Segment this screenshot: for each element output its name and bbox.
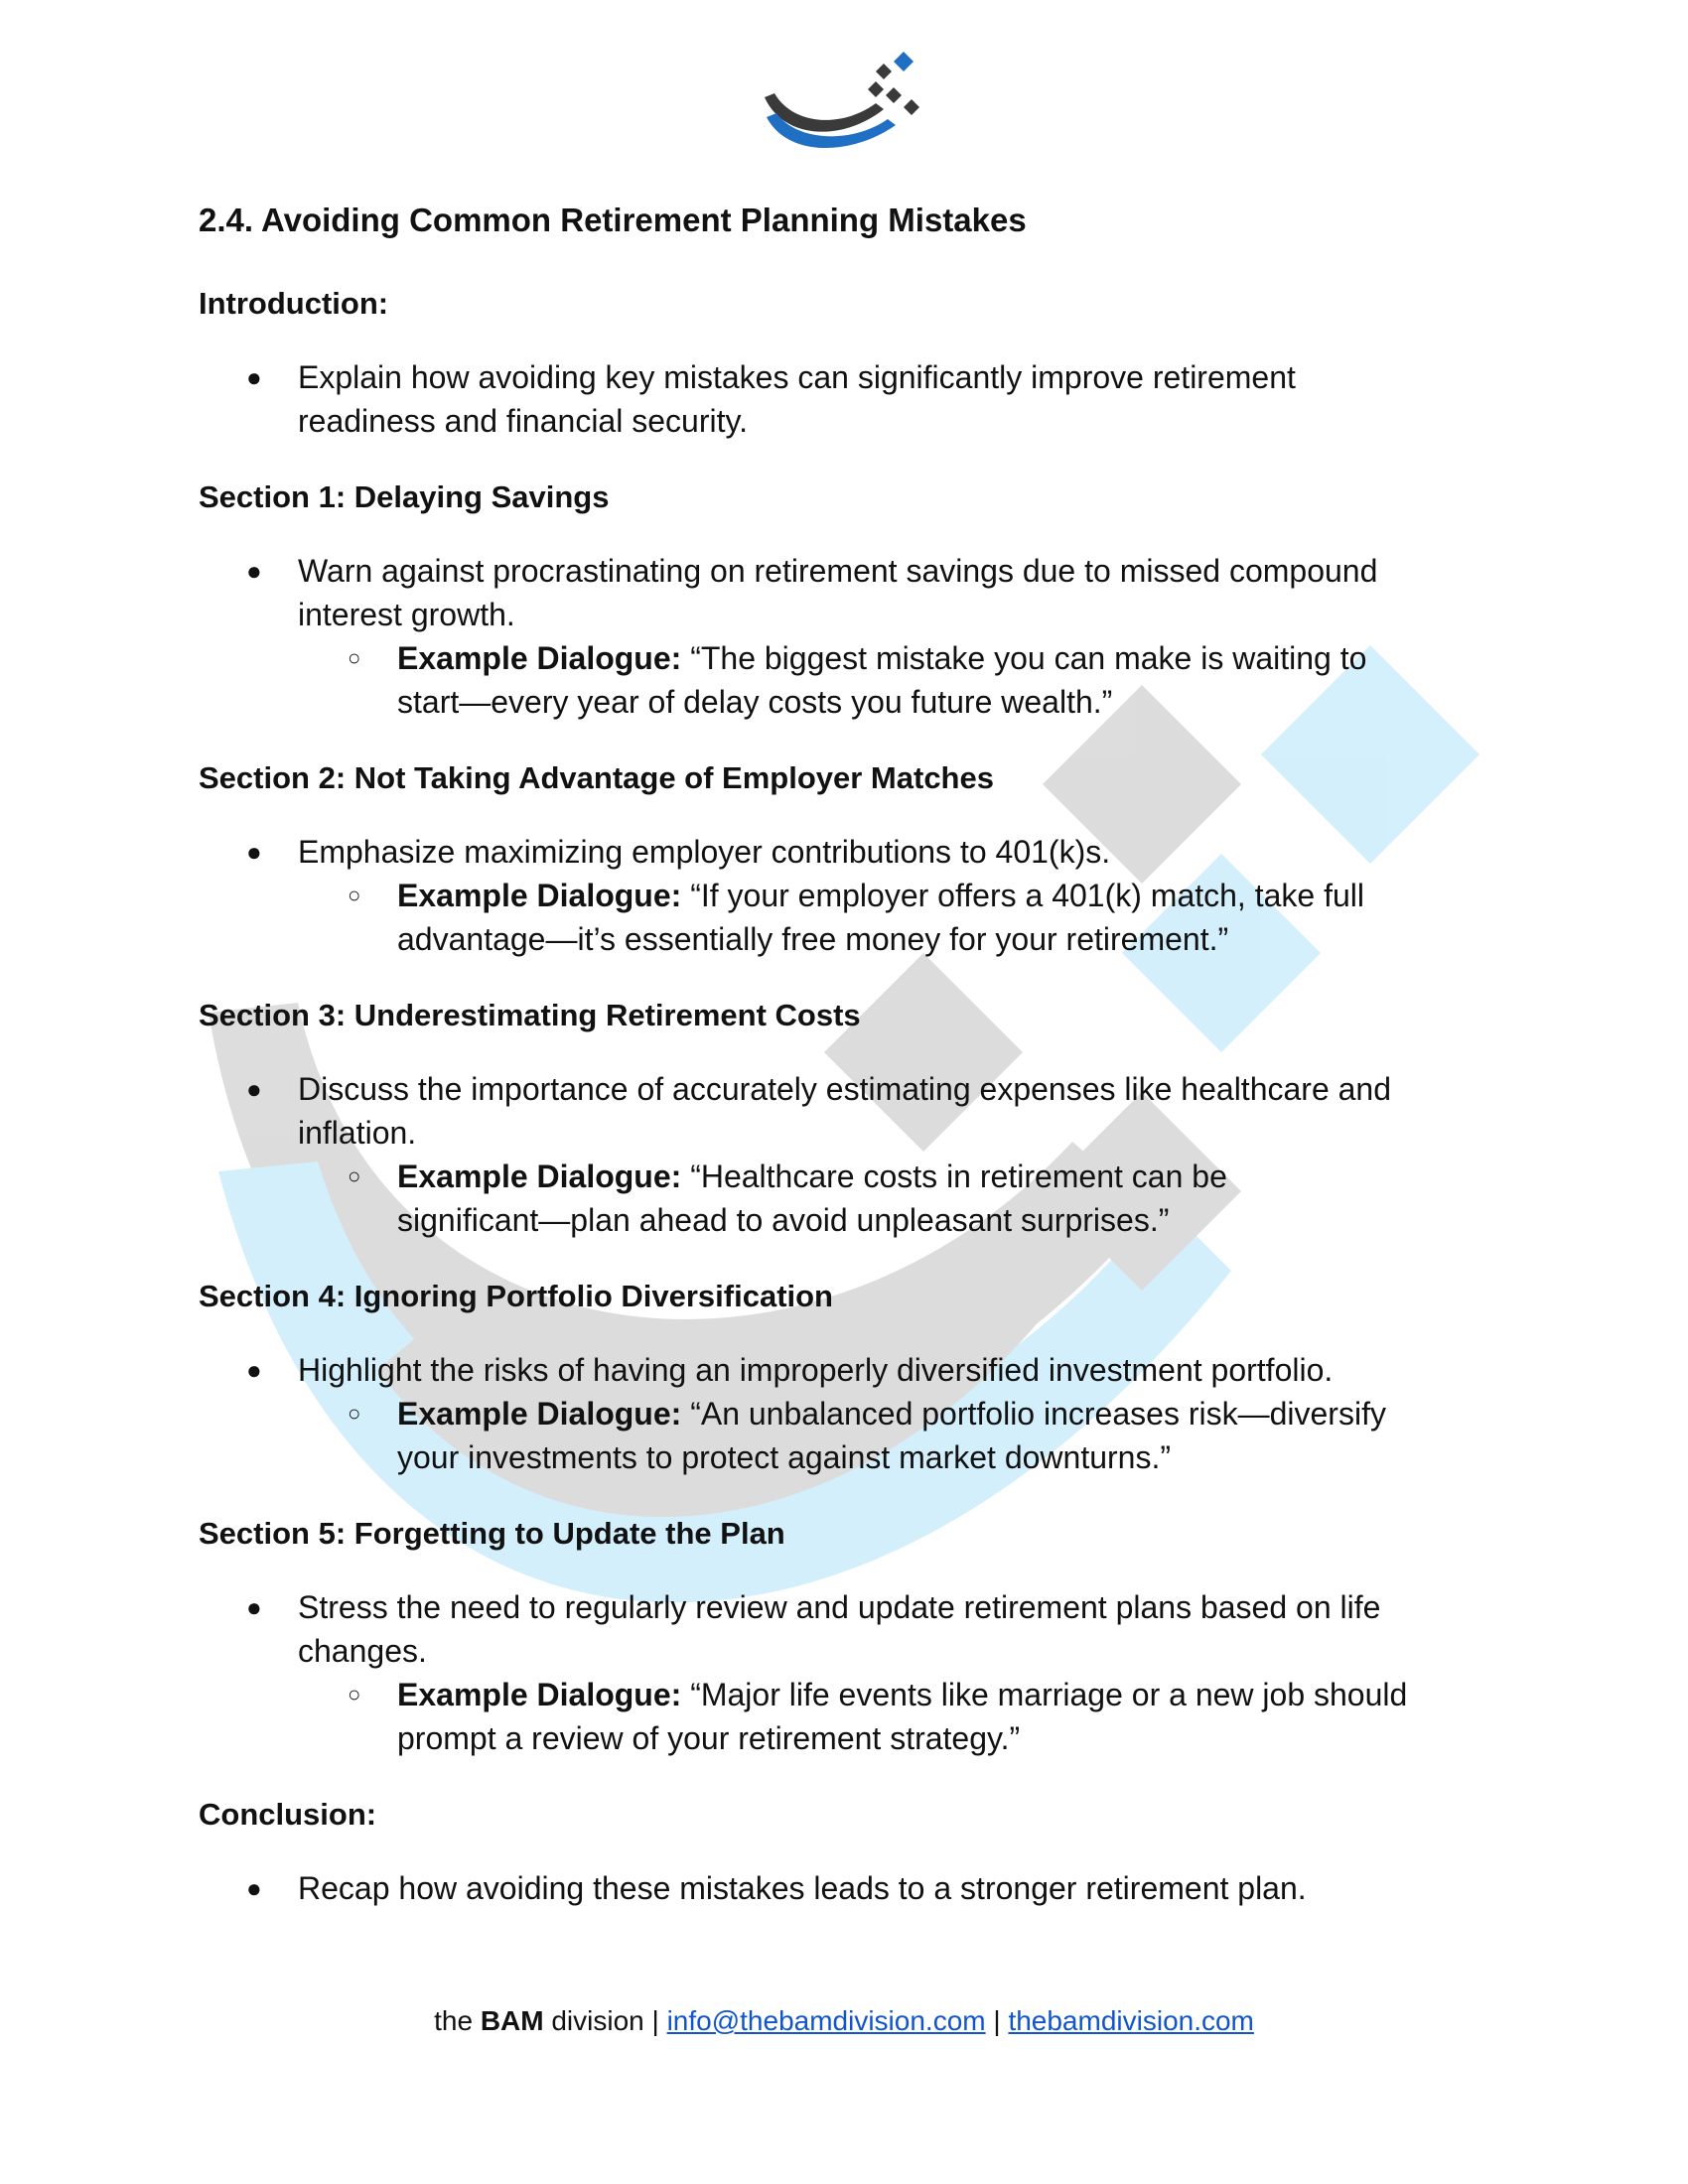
section-heading: Conclusion:	[199, 1797, 377, 1832]
document-body	[199, 195, 1489, 1943]
example-line: “Healthcare costs in retirement can be	[690, 1159, 1227, 1194]
example-line: start—every year of delay costs you future wealth.”	[397, 684, 1113, 720]
footer-prefix: the	[434, 2005, 481, 2036]
section-5	[199, 1512, 1489, 1760]
section-3	[199, 994, 1489, 1242]
section-heading: Section 2: Not Taking Advantage of Employer Matches	[199, 760, 994, 795]
bullet-line: Discuss the importance of accurately estimating expenses like healthcare and	[298, 1071, 1392, 1107]
bullet-item	[199, 355, 1489, 443]
bullet-dot-icon: ●	[246, 1592, 262, 1622]
example-dialogue	[199, 636, 1489, 724]
section-heading: Section 3: Underestimating Retirement Costs	[199, 998, 861, 1032]
circle-bullet-icon: ○	[348, 1682, 361, 1706]
example-dialogue	[199, 1155, 1489, 1242]
example-line: “If your employer offers a 401(k) match, take full	[690, 878, 1364, 913]
bullet-line: Stress the need to regularly review and update retirement plans based on life	[298, 1589, 1381, 1625]
bullet-line: Recap how avoiding these mistakes leads to a stronger retirement plan.	[298, 1870, 1307, 1906]
example-dialogue	[199, 874, 1489, 961]
bullet-item	[199, 1866, 1489, 1910]
example-line: your investments to protect against market downturns.”	[397, 1439, 1172, 1475]
section-conclusion	[199, 1793, 1489, 1910]
page-footer	[0, 2005, 1688, 2037]
section-heading: Section 5: Forgetting to Update the Plan	[199, 1516, 785, 1551]
document-title: 2.4. Avoiding Common Retirement Planning Mistakes	[199, 202, 1027, 238]
bullet-item	[199, 1348, 1489, 1392]
bullet-item	[199, 549, 1489, 636]
circle-bullet-icon: ○	[348, 1163, 361, 1188]
example-line: significant—plan ahead to avoid unpleasant surprises.”	[397, 1202, 1170, 1238]
section-2	[199, 756, 1489, 961]
bullet-dot-icon: ●	[246, 556, 262, 586]
section-4	[199, 1275, 1489, 1479]
footer-brand: BAM	[480, 2005, 544, 2036]
bullet-dot-icon: ●	[246, 1074, 262, 1104]
section-heading: Section 4: Ignoring Portfolio Diversification	[199, 1279, 833, 1313]
bullet-line: changes.	[298, 1633, 427, 1669]
circle-bullet-icon: ○	[348, 645, 361, 670]
example-line: prompt a review of your retirement strategy.”	[397, 1720, 1021, 1756]
section-introduction	[199, 282, 1489, 443]
bullet-dot-icon: ●	[246, 1873, 262, 1903]
example-line: “An unbalanced portfolio increases risk—diversify	[690, 1396, 1386, 1432]
footer-separator: |	[985, 2005, 1009, 2036]
bullet-line: Emphasize maximizing employer contributions to 401(k)s.	[298, 834, 1111, 870]
bullet-line: inflation.	[298, 1115, 417, 1151]
bullet-line: interest growth.	[298, 597, 515, 632]
example-dialogue	[199, 1673, 1489, 1760]
example-label: Example Dialogue:	[397, 640, 682, 676]
section-1	[199, 476, 1489, 724]
website-link[interactable]: thebamdivision.com	[1008, 2005, 1254, 2036]
bullet-dot-icon: ●	[246, 837, 262, 867]
email-link[interactable]: info@thebamdivision.com	[666, 2005, 986, 2036]
section-heading: Section 1: Delaying Savings	[199, 479, 610, 514]
example-label: Example Dialogue:	[397, 1677, 682, 1712]
example-label: Example Dialogue:	[397, 1396, 682, 1432]
footer-suffix: division |	[543, 2005, 667, 2036]
bullet-line: Highlight the risks of having an improperly diversified investment portfolio.	[298, 1352, 1334, 1388]
bullet-line: Warn against procrastinating on retirement savings due to missed compound	[298, 553, 1378, 589]
example-line: “The biggest mistake you can make is waiting to	[690, 640, 1367, 676]
bullet-line: readiness and financial security.	[298, 403, 748, 439]
example-label: Example Dialogue:	[397, 1159, 682, 1194]
example-line: “Major life events like marriage or a new job should	[690, 1677, 1408, 1712]
circle-bullet-icon: ○	[348, 1401, 361, 1426]
bullet-line: Explain how avoiding key mistakes can significantly improve retirement	[298, 359, 1296, 395]
circle-bullet-icon: ○	[348, 883, 361, 907]
example-label: Example Dialogue:	[397, 878, 682, 913]
example-dialogue	[199, 1392, 1489, 1479]
example-line: advantage—it’s essentially free money for your retirement.”	[397, 921, 1229, 957]
bullet-item	[199, 830, 1489, 874]
bullet-dot-icon: ●	[246, 362, 262, 392]
bullet-dot-icon: ●	[246, 1355, 262, 1385]
bullet-item	[199, 1585, 1489, 1673]
section-heading: Introduction:	[199, 286, 389, 321]
bullet-item	[199, 1067, 1489, 1155]
bam-logo	[755, 50, 933, 159]
